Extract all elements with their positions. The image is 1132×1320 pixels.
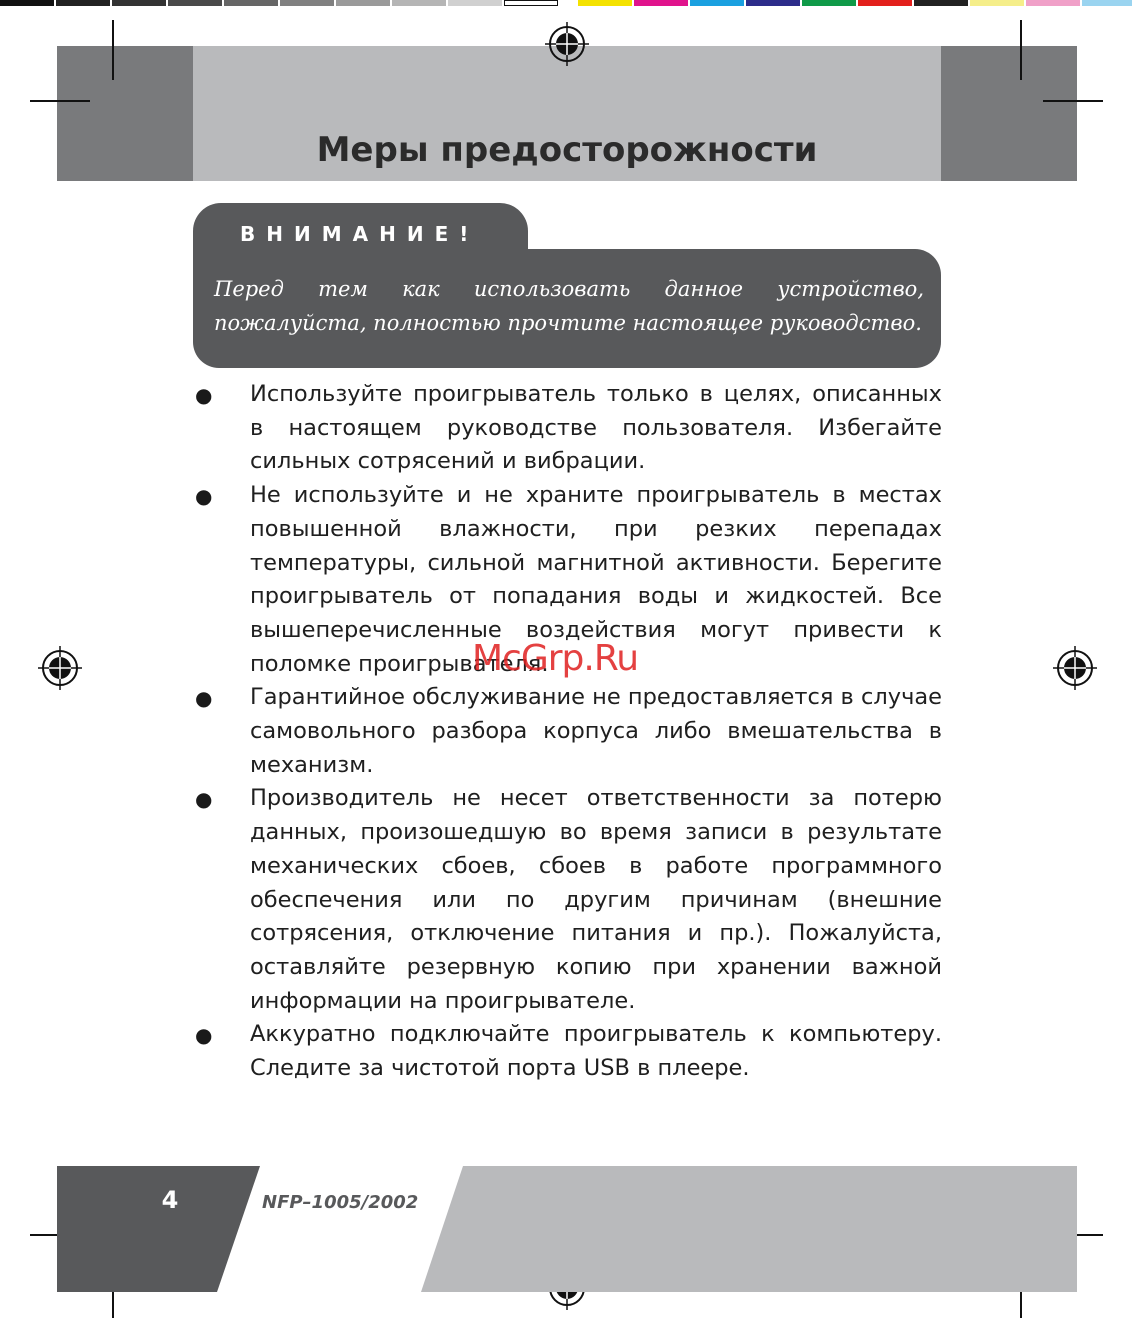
warning-title: ВНИМАНИЕ! [240, 222, 480, 246]
bullet-icon: ● [195, 686, 213, 711]
crop-mark [112, 20, 114, 80]
crop-mark [1043, 100, 1103, 102]
list-item [192, 782, 942, 1018]
crop-mark [1020, 20, 1022, 80]
list-item-text: Производитель не несет ответственности за потерю данных, произошедшую во время записи в результате механических сбоев, сбоев в работе программного обеспечения или по другим причинам (внешние сотрясения, отключение питания и пр.). Пожалуйста, оставляйте резервную копию при хранении важной информации на проигрывателе. [250, 785, 942, 1014]
bullet-icon: ● [195, 787, 213, 812]
registration-mark-left-icon [38, 646, 82, 690]
gray-calibration-bar [0, 0, 560, 6]
bullet-icon: ● [195, 1023, 213, 1048]
bullet-icon: ● [195, 383, 213, 407]
footer-band [57, 1166, 1077, 1292]
bullet-icon: ● [195, 484, 213, 509]
registration-mark-right-icon [1053, 646, 1097, 690]
registration-mark-top-icon [545, 22, 589, 66]
list-item-text: Используйте проигрыватель только в целях, описанных в настоящем руководстве пользователя. Избегайте сильных сотрясений и вибрации. [250, 381, 942, 475]
precautions-list [192, 378, 942, 1086]
crop-mark [30, 100, 90, 102]
model-name: NFP–1005/2002 [262, 1192, 419, 1213]
list-item-text: Гарантийное обслуживание не предоставляется в случае самовольного разбора корпуса либо вмешательства в механизм. [250, 684, 942, 778]
header-right-block [941, 46, 1077, 181]
list-item [192, 681, 942, 782]
page-number: 4 [161, 1186, 179, 1214]
header-left-block [57, 46, 193, 181]
color-calibration-bar [578, 0, 1132, 6]
list-item [192, 378, 942, 479]
list-item-text: Не используйте и не храните проигрыватель в местах повышенной влажности, при резких перепадах температуры, сильной магнитной активности. Берегите проигрыватель от попадания воды и жидкостей. Все вышеперечисленные воздействия могут привести к поломке проигрывателя. [250, 482, 942, 677]
list-item-text: Аккуратно подключайте проигрыватель к компьютеру. Следите за чистотой порта USB в плеере. [250, 1021, 942, 1082]
warning-text: Перед тем как использовать данное устройство, пожалуйста, полностью прочтите настоящее руководство. [214, 277, 924, 335]
page-title: Меры предосторожности [316, 130, 818, 170]
list-item [192, 1018, 942, 1085]
watermark: McGrp.Ru [472, 638, 639, 679]
